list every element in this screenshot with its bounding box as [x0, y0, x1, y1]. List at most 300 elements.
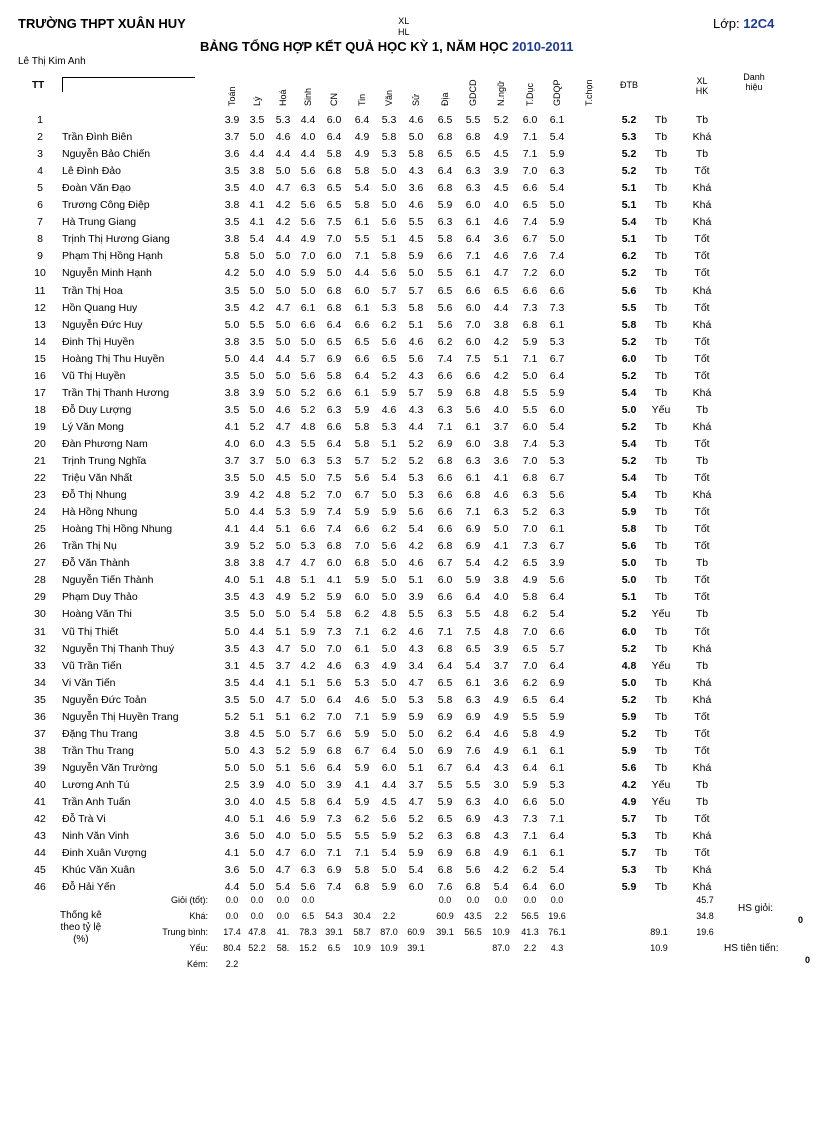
- score-cell: 5.0: [549, 796, 565, 808]
- score-cell: 5.0: [549, 233, 565, 246]
- score-cell: 4.1: [493, 540, 509, 553]
- score-cell: 4.9: [522, 574, 538, 587]
- row-number: 22: [34, 472, 46, 485]
- score-cell: 4.7: [275, 693, 291, 706]
- score-cell: 5.4: [549, 608, 565, 621]
- score-cell: 6.6: [465, 284, 481, 297]
- score-cell: 6.6: [437, 506, 453, 519]
- score-cell: 6.6: [437, 523, 453, 536]
- stats-cell: 0.0: [438, 895, 452, 905]
- score-cell: 5.3: [381, 148, 397, 161]
- stats-title: [60, 910, 102, 946]
- score-cell: 5.0: [300, 778, 316, 791]
- column-header-subject: GDCD: [468, 79, 478, 106]
- score-cell: 5.8: [437, 233, 453, 246]
- score-cell: 4.3: [493, 761, 509, 774]
- score-cell: 4.6: [275, 131, 291, 144]
- score-cell: 5.5: [408, 608, 424, 621]
- student-name: Đỗ Duy Lượng: [62, 403, 132, 416]
- score-cell: 7.4: [437, 352, 453, 365]
- table-row: [0, 643, 816, 660]
- score-cell: 7.6: [437, 881, 453, 894]
- score-cell: 6.3: [326, 403, 342, 416]
- table-row: [0, 728, 816, 745]
- score-cell: 5.9: [437, 796, 453, 808]
- score-cell: 4.6: [493, 216, 509, 229]
- score-cell: 6.4: [549, 830, 565, 843]
- stats-cell: 41.: [276, 927, 290, 937]
- score-cell: 6.7: [549, 352, 565, 365]
- score-cell: 3.9: [224, 540, 240, 553]
- score-cell: 4.0: [493, 403, 509, 416]
- score-cell: 4.7: [275, 420, 291, 433]
- stats-cell: 43.5: [464, 911, 482, 921]
- student-name: Hoàng Thị Thu Huyền: [62, 352, 165, 365]
- average-score: 5.2: [621, 114, 637, 126]
- score-cell: 7.4: [549, 250, 565, 263]
- row-number: 8: [37, 233, 43, 246]
- stats-cell: 6.5: [301, 911, 315, 921]
- score-cell: 5.0: [522, 369, 538, 382]
- student-name: Đặng Thu Trang: [62, 727, 138, 740]
- hs-tien-tien-label: HS tiên tiến:: [724, 943, 779, 954]
- score-cell: 6.4: [326, 437, 342, 450]
- student-name: Trần Thu Trang: [62, 744, 134, 757]
- score-cell: 3.8: [224, 335, 240, 348]
- student-name: Lý Văn Mong: [62, 420, 124, 433]
- row-number: 43: [34, 830, 46, 843]
- academic-rank: Tb: [654, 114, 668, 126]
- score-cell: 3.0: [224, 796, 240, 808]
- conduct-rank: Khá: [692, 693, 712, 706]
- student-name: Trần Đình Biên: [62, 131, 133, 144]
- score-cell: 6.4: [326, 796, 342, 808]
- average-score: 5.8: [621, 523, 637, 536]
- student-name: Đoàn Văn Đạo: [62, 182, 131, 195]
- score-cell: 5.5: [300, 437, 316, 450]
- score-cell: 5.9: [465, 574, 481, 587]
- academic-rank: Yếu: [651, 796, 671, 808]
- score-cell: 5.0: [381, 693, 397, 706]
- row-number: 29: [34, 591, 46, 604]
- column-header-xl-hk: [688, 76, 716, 96]
- score-cell: 6.8: [326, 165, 342, 178]
- score-cell: 5.7: [300, 727, 316, 740]
- score-cell: 6.7: [549, 540, 565, 553]
- score-cell: 5.8: [408, 301, 424, 314]
- score-cell: 3.9: [224, 489, 240, 502]
- score-cell: 5.6: [465, 864, 481, 877]
- stats-cell: 19.6: [548, 911, 566, 921]
- score-cell: 4.4: [249, 523, 265, 536]
- conduct-rank: Tốt: [694, 301, 710, 314]
- score-cell: 3.8: [249, 557, 265, 570]
- score-cell: 6.3: [522, 489, 538, 502]
- score-cell: 6.0: [354, 591, 370, 604]
- table-row: [0, 489, 816, 506]
- score-cell: 5.0: [275, 386, 291, 399]
- row-number: 42: [34, 813, 46, 826]
- table-row: [0, 813, 816, 830]
- score-cell: 4.7: [275, 301, 291, 314]
- conduct-rank: Khá: [692, 284, 712, 297]
- academic-rank: Tb: [654, 386, 668, 399]
- score-cell: 5.6: [381, 335, 397, 348]
- score-cell: 4.4: [275, 352, 291, 365]
- row-number: 37: [34, 727, 46, 740]
- score-cell: 5.4: [549, 420, 565, 433]
- average-score: 5.0: [621, 676, 637, 689]
- score-cell: 6.6: [549, 284, 565, 297]
- score-cell: 4.6: [493, 727, 509, 740]
- stats-cell: 2.2: [382, 911, 396, 921]
- conduct-rank: Tốt: [694, 540, 710, 553]
- score-cell: 5.8: [354, 420, 370, 433]
- score-cell: 6.5: [522, 642, 538, 655]
- score-cell: 4.4: [354, 267, 370, 280]
- row-number: 9: [37, 250, 43, 263]
- score-cell: 5.2: [381, 369, 397, 382]
- score-cell: 5.0: [381, 557, 397, 570]
- academic-rank: Tb: [654, 335, 668, 348]
- score-cell: 4.7: [408, 796, 424, 808]
- student-name: Nguyễn Tiến Thành: [62, 574, 154, 587]
- score-cell: 5.8: [354, 864, 370, 877]
- score-cell: 4.2: [224, 267, 240, 280]
- score-cell: 6.4: [549, 369, 565, 382]
- score-cell: 3.5: [224, 369, 240, 382]
- stats-cell: 60.9: [436, 911, 454, 921]
- stats-title-line: theo tỷ lệ: [60, 922, 102, 933]
- stats-cell: 0.0: [276, 911, 290, 921]
- conduct-rank: Khá: [692, 864, 712, 877]
- score-cell: 5.0: [275, 455, 291, 467]
- student-name: Đỗ Thị Nhung: [62, 489, 127, 502]
- stats-cell: 0.0: [250, 911, 264, 921]
- score-cell: 3.5: [249, 114, 265, 126]
- conduct-rank: Khá: [692, 182, 712, 195]
- average-score: 5.2: [621, 165, 637, 178]
- score-cell: 5.2: [249, 540, 265, 553]
- score-cell: 5.0: [249, 830, 265, 843]
- score-cell: 5.0: [224, 352, 240, 365]
- score-cell: 5.9: [381, 386, 397, 399]
- average-score: 6.0: [621, 625, 637, 638]
- score-cell: 6.2: [437, 335, 453, 348]
- score-cell: 6.8: [437, 864, 453, 877]
- score-cell: 6.8: [326, 284, 342, 297]
- score-cell: 4.3: [493, 830, 509, 843]
- score-cell: 6.9: [326, 352, 342, 365]
- academic-rank: Tb: [654, 420, 668, 433]
- score-cell: 7.0: [465, 318, 481, 331]
- score-cell: 4.7: [408, 676, 424, 689]
- score-cell: 4.0: [275, 830, 291, 843]
- stats-title-line: (%): [73, 934, 89, 945]
- conduct-rank: Tốt: [694, 744, 710, 757]
- row-number: 40: [34, 778, 46, 791]
- academic-rank: Tb: [654, 881, 668, 894]
- stats-cell: 10.9: [380, 943, 398, 953]
- academic-rank: Tb: [654, 744, 668, 757]
- student-name: Phạm Thị Hồng Hạnh: [62, 250, 163, 263]
- conduct-rank: Tốt: [694, 437, 710, 450]
- score-cell: 5.9: [354, 506, 370, 519]
- conduct-rank: Khá: [692, 386, 712, 399]
- score-cell: 3.9: [493, 165, 509, 178]
- score-cell: 7.6: [522, 250, 538, 263]
- stats-cell: 56.5: [464, 927, 482, 937]
- score-cell: 5.7: [408, 386, 424, 399]
- student-name: Hoàng Văn Thi: [62, 608, 132, 621]
- conduct-rank: Tốt: [694, 710, 710, 723]
- score-cell: 5.0: [275, 165, 291, 178]
- score-cell: 5.2: [224, 710, 240, 723]
- score-cell: 6.4: [381, 744, 397, 757]
- student-name: Hồn Quang Huy: [62, 301, 138, 314]
- hs-gioi-value: 0: [798, 915, 804, 925]
- score-cell: 5.9: [437, 199, 453, 212]
- score-cell: 3.5: [224, 284, 240, 297]
- academic-rank: Tb: [654, 472, 668, 485]
- score-cell: 3.4: [408, 659, 424, 672]
- score-cell: 6.4: [465, 591, 481, 604]
- average-score: 5.0: [621, 574, 637, 587]
- score-cell: 5.0: [249, 369, 265, 382]
- average-score: 5.1: [621, 182, 637, 195]
- score-cell: 5.9: [326, 591, 342, 604]
- score-cell: 6.3: [549, 506, 565, 519]
- score-cell: 4.5: [493, 182, 509, 195]
- academic-rank: Tb: [654, 250, 668, 263]
- score-cell: 5.8: [381, 131, 397, 144]
- score-cell: 5.3: [408, 472, 424, 485]
- score-cell: 3.7: [493, 420, 509, 433]
- score-cell: 4.6: [408, 625, 424, 638]
- score-cell: 6.1: [549, 523, 565, 536]
- score-cell: 5.5: [249, 318, 265, 331]
- academic-rank: Tb: [654, 506, 668, 519]
- academic-rank: Yếu: [651, 403, 671, 416]
- score-cell: 3.6: [408, 182, 424, 195]
- score-cell: 3.9: [493, 642, 509, 655]
- score-cell: 4.3: [249, 591, 265, 604]
- average-score: 5.2: [621, 420, 637, 433]
- row-number: 27: [34, 557, 46, 570]
- score-cell: 6.6: [437, 369, 453, 382]
- score-cell: 5.0: [224, 761, 240, 774]
- stats-row-label: Giỏi (tốt):: [170, 895, 208, 905]
- stats-cell: 10.9: [353, 943, 371, 953]
- column-header-subject: Sinh: [303, 87, 313, 106]
- score-cell: 5.5: [354, 830, 370, 843]
- score-cell: 5.2: [493, 114, 509, 126]
- row-number: 19: [34, 420, 46, 433]
- score-cell: 5.0: [249, 864, 265, 877]
- score-cell: 6.6: [437, 489, 453, 502]
- score-cell: 6.1: [354, 642, 370, 655]
- stats-cell: 47.8: [248, 927, 266, 937]
- score-cell: 5.4: [249, 233, 265, 246]
- score-cell: 5.6: [326, 676, 342, 689]
- average-score: 4.2: [621, 778, 637, 791]
- score-cell: 3.8: [224, 199, 240, 212]
- score-cell: 6.4: [437, 659, 453, 672]
- score-cell: 6.4: [354, 114, 370, 126]
- student-name: Nguyễn Đức Toản: [62, 693, 147, 706]
- score-cell: 5.0: [249, 131, 265, 144]
- student-name: Vũ Thị Huyền: [62, 369, 126, 382]
- academic-rank: Yếu: [651, 659, 671, 672]
- score-cell: 5.7: [549, 642, 565, 655]
- academic-rank: Tb: [654, 233, 668, 246]
- score-cell: 3.7: [224, 131, 240, 144]
- row-number: 45: [34, 864, 46, 877]
- row-number: 26: [34, 540, 46, 553]
- table-row: [0, 523, 816, 540]
- stats-cell: 39.1: [407, 943, 425, 953]
- score-cell: 5.8: [300, 796, 316, 808]
- score-cell: 6.4: [465, 727, 481, 740]
- row-number: 38: [34, 744, 46, 757]
- row-number: 24: [34, 506, 46, 519]
- score-cell: 4.9: [549, 727, 565, 740]
- score-cell: 5.0: [381, 182, 397, 195]
- score-cell: 6.1: [354, 386, 370, 399]
- average-score: 6.2: [621, 250, 637, 263]
- score-cell: 4.8: [493, 608, 509, 621]
- row-number: 7: [37, 216, 43, 229]
- score-cell: 3.9: [549, 557, 565, 570]
- row-number: 10: [34, 267, 46, 280]
- score-cell: 5.0: [249, 403, 265, 416]
- academic-rank: Tb: [654, 369, 668, 382]
- score-cell: 5.1: [249, 710, 265, 723]
- row-number: 34: [34, 676, 46, 689]
- score-cell: 6.4: [549, 591, 565, 604]
- student-name: Nguyễn Thị Huyền Trang: [62, 710, 179, 723]
- score-cell: 4.2: [493, 369, 509, 382]
- score-cell: 5.0: [249, 472, 265, 485]
- table-row: [0, 370, 816, 387]
- score-cell: 5.8: [354, 199, 370, 212]
- stats-cell: 78.3: [299, 927, 317, 937]
- score-cell: 5.9: [437, 386, 453, 399]
- conduct-rank: Khá: [692, 676, 712, 689]
- score-cell: 6.3: [465, 455, 481, 467]
- stats-row-label: Kém:: [186, 959, 208, 969]
- class-caption: Lớp:: [713, 16, 740, 31]
- score-cell: 4.8: [275, 574, 291, 587]
- xl-label: XL: [398, 16, 410, 26]
- score-cell: 6.5: [437, 284, 453, 297]
- score-cell: 5.4: [300, 608, 316, 621]
- table-row: [0, 608, 816, 625]
- score-cell: 7.3: [522, 813, 538, 826]
- score-cell: 7.1: [354, 710, 370, 723]
- score-cell: 7.0: [300, 250, 316, 263]
- score-cell: 7.3: [549, 301, 565, 314]
- row-number: 28: [34, 574, 46, 587]
- school-name: TRƯỜNG THPT XUÂN HUY: [18, 16, 186, 31]
- score-cell: 4.8: [275, 489, 291, 502]
- score-cell: 5.0: [300, 830, 316, 843]
- score-cell: 5.1: [249, 574, 265, 587]
- score-cell: 5.0: [224, 625, 240, 638]
- score-cell: 4.2: [275, 199, 291, 212]
- score-cell: 5.1: [275, 761, 291, 774]
- score-cell: 5.2: [300, 403, 316, 416]
- average-score: 5.4: [621, 216, 637, 229]
- academic-rank: Tb: [654, 864, 668, 877]
- score-cell: 3.6: [224, 864, 240, 877]
- score-cell: 6.8: [437, 642, 453, 655]
- score-cell: 5.0: [275, 369, 291, 382]
- title-main: BẢNG TỔNG HỢP KẾT QUẢ HỌC KỲ 1, NĂM HỌC: [200, 39, 509, 54]
- score-cell: 6.0: [249, 437, 265, 450]
- score-cell: 5.9: [522, 778, 538, 791]
- score-cell: 5.8: [354, 437, 370, 450]
- score-cell: 6.0: [549, 881, 565, 894]
- score-cell: 6.7: [437, 557, 453, 570]
- conduct-rank: Tb: [695, 455, 709, 467]
- score-cell: 3.8: [224, 386, 240, 399]
- average-score: 5.9: [621, 744, 637, 757]
- academic-rank: Tb: [654, 830, 668, 843]
- score-cell: 6.9: [437, 710, 453, 723]
- score-cell: 5.8: [326, 148, 342, 161]
- conduct-rank: Tb: [695, 148, 709, 161]
- column-header-subject: T.chọn: [584, 79, 594, 106]
- score-cell: 5.9: [354, 761, 370, 774]
- score-cell: 4.7: [275, 182, 291, 195]
- danh-text: Danh: [743, 72, 765, 82]
- score-cell: 4.3: [408, 369, 424, 382]
- score-cell: 7.1: [354, 847, 370, 860]
- average-score: 5.2: [621, 148, 637, 161]
- conduct-rank: Khá: [692, 318, 712, 331]
- row-number: 2: [37, 131, 43, 144]
- academic-rank: Tb: [654, 693, 668, 706]
- average-score: 5.9: [621, 881, 637, 894]
- score-cell: 4.4: [300, 114, 316, 126]
- conduct-rank: Tốt: [694, 847, 710, 860]
- score-cell: 7.4: [326, 881, 342, 894]
- score-cell: 5.8: [354, 165, 370, 178]
- average-score: 5.0: [621, 557, 637, 570]
- score-cell: 6.8: [437, 540, 453, 553]
- score-cell: 4.5: [249, 727, 265, 740]
- average-score: 4.9: [621, 796, 637, 808]
- score-cell: 3.6: [224, 148, 240, 161]
- stats-cell: 10.9: [492, 927, 510, 937]
- score-cell: 5.1: [275, 523, 291, 536]
- score-cell: 5.1: [408, 761, 424, 774]
- score-cell: 4.2: [493, 864, 509, 877]
- score-cell: 5.0: [381, 864, 397, 877]
- score-cell: 6.0: [354, 284, 370, 297]
- score-cell: 6.1: [549, 318, 565, 331]
- score-cell: 6.8: [326, 744, 342, 757]
- score-cell: 4.4: [249, 676, 265, 689]
- score-cell: 6.9: [465, 813, 481, 826]
- score-cell: 5.9: [408, 710, 424, 723]
- academic-rank: Tb: [654, 131, 668, 144]
- score-cell: 4.3: [249, 744, 265, 757]
- score-cell: 4.4: [275, 148, 291, 161]
- score-cell: 7.1: [465, 250, 481, 263]
- score-cell: 5.2: [408, 455, 424, 467]
